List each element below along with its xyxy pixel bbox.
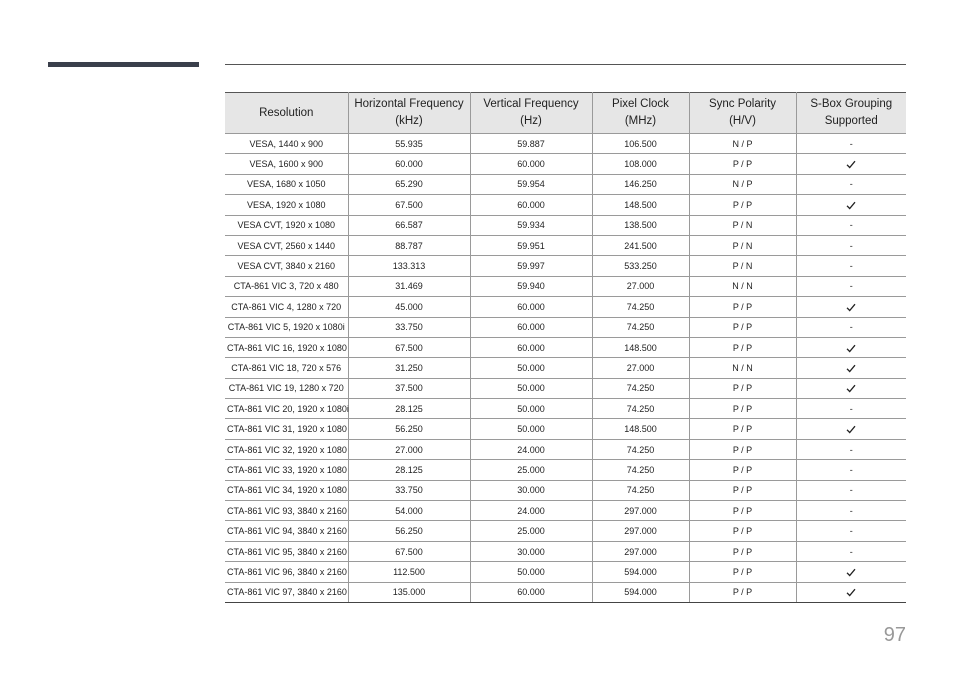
cell-sbox (796, 154, 906, 174)
cell-h-freq: 135.000 (348, 582, 470, 602)
cell-v-freq: 30.000 (470, 480, 592, 500)
header-sbox-grouping: S-Box Grouping Supported (796, 93, 906, 134)
cell-pixel-clock: 74.250 (592, 460, 689, 480)
cell-v-freq: 60.000 (470, 582, 592, 602)
header-horizontal-frequency: Horizontal Frequency (kHz) (348, 93, 470, 134)
table-row (225, 195, 906, 215)
cell-sbox: - (796, 480, 906, 500)
header-resolution: Resolution (225, 93, 348, 134)
cell-polarity: P / P (689, 521, 796, 541)
cell-pixel-clock: 74.250 (592, 399, 689, 419)
cell-h-freq: 37.500 (348, 378, 470, 398)
check-icon (846, 383, 856, 393)
cell-polarity: N / P (689, 174, 796, 194)
check-icon (846, 302, 856, 312)
cell-polarity: P / P (689, 317, 796, 337)
table-row (225, 337, 906, 357)
cell-sbox (796, 358, 906, 378)
table-row (225, 439, 906, 459)
cell-sbox (796, 378, 906, 398)
cell-polarity: N / P (689, 134, 796, 154)
table-row (225, 235, 906, 255)
cell-sbox: - (796, 174, 906, 194)
cell-v-freq: 60.000 (470, 154, 592, 174)
cell-v-freq: 50.000 (470, 378, 592, 398)
cell-pixel-clock: 594.000 (592, 562, 689, 582)
cell-sbox: - (796, 399, 906, 419)
cell-pixel-clock: 138.500 (592, 215, 689, 235)
cell-polarity: P / N (689, 215, 796, 235)
cell-pixel-clock: 27.000 (592, 358, 689, 378)
table-row (225, 541, 906, 561)
cell-resolution: CTA-861 VIC 34, 1920 x 1080 (225, 480, 348, 500)
cell-polarity: P / P (689, 460, 796, 480)
cell-polarity: P / P (689, 154, 796, 174)
cell-sbox: - (796, 256, 906, 276)
cell-pixel-clock: 74.250 (592, 480, 689, 500)
cell-resolution: VESA, 1600 x 900 (225, 154, 348, 174)
cell-v-freq: 50.000 (470, 399, 592, 419)
cell-resolution: CTA-861 VIC 18, 720 x 576 (225, 358, 348, 378)
cell-h-freq: 28.125 (348, 399, 470, 419)
cell-resolution: CTA-861 VIC 5, 1920 x 1080i (225, 317, 348, 337)
cell-h-freq: 27.000 (348, 439, 470, 459)
cell-v-freq: 60.000 (470, 317, 592, 337)
cell-h-freq: 67.500 (348, 337, 470, 357)
cell-pixel-clock: 74.250 (592, 378, 689, 398)
cell-polarity: P / P (689, 195, 796, 215)
cell-v-freq: 50.000 (470, 358, 592, 378)
table-row (225, 297, 906, 317)
table-row (225, 154, 906, 174)
cell-v-freq: 24.000 (470, 439, 592, 459)
header-vertical-frequency: Vertical Frequency (Hz) (470, 93, 592, 134)
cell-pixel-clock: 74.250 (592, 439, 689, 459)
table-row (225, 399, 906, 419)
cell-polarity: P / P (689, 399, 796, 419)
cell-resolution: CTA-861 VIC 16, 1920 x 1080 (225, 337, 348, 357)
check-icon (846, 159, 856, 169)
table-row (225, 276, 906, 296)
cell-h-freq: 133.313 (348, 256, 470, 276)
cell-pixel-clock: 297.000 (592, 541, 689, 561)
table-row (225, 501, 906, 521)
cell-sbox: - (796, 276, 906, 296)
cell-polarity: P / P (689, 480, 796, 500)
cell-h-freq: 31.250 (348, 358, 470, 378)
cell-polarity: P / P (689, 501, 796, 521)
table-row (225, 521, 906, 541)
cell-resolution: CTA-861 VIC 4, 1280 x 720 (225, 297, 348, 317)
cell-h-freq: 67.500 (348, 195, 470, 215)
cell-resolution: CTA-861 VIC 93, 3840 x 2160 (225, 501, 348, 521)
table-row (225, 582, 906, 602)
table-row (225, 419, 906, 439)
cell-pixel-clock: 74.250 (592, 317, 689, 337)
header-pixel-clock: Pixel Clock (MHz) (592, 93, 689, 134)
cell-v-freq: 59.887 (470, 134, 592, 154)
cell-h-freq: 60.000 (348, 154, 470, 174)
cell-pixel-clock: 74.250 (592, 297, 689, 317)
cell-sbox (796, 562, 906, 582)
cell-sbox (796, 297, 906, 317)
cell-pixel-clock: 594.000 (592, 582, 689, 602)
cell-resolution: CTA-861 VIC 33, 1920 x 1080 (225, 460, 348, 480)
check-icon (846, 343, 856, 353)
cell-sbox: - (796, 215, 906, 235)
cell-v-freq: 25.000 (470, 460, 592, 480)
table-row (225, 317, 906, 337)
check-icon (846, 587, 856, 597)
cell-h-freq: 112.500 (348, 562, 470, 582)
cell-pixel-clock: 148.500 (592, 195, 689, 215)
table-row (225, 562, 906, 582)
cell-pixel-clock: 106.500 (592, 134, 689, 154)
cell-v-freq: 25.000 (470, 521, 592, 541)
cell-v-freq: 59.997 (470, 256, 592, 276)
section-marker-bar (48, 62, 199, 67)
cell-sbox (796, 419, 906, 439)
cell-pixel-clock: 297.000 (592, 501, 689, 521)
cell-sbox: - (796, 521, 906, 541)
cell-h-freq: 67.500 (348, 541, 470, 561)
table-row (225, 174, 906, 194)
cell-resolution: CTA-861 VIC 95, 3840 x 2160 (225, 541, 348, 561)
page-number: 97 (883, 624, 906, 646)
cell-sbox (796, 195, 906, 215)
cell-v-freq: 59.934 (470, 215, 592, 235)
cell-sbox: - (796, 134, 906, 154)
cell-polarity: P / N (689, 235, 796, 255)
cell-h-freq: 55.935 (348, 134, 470, 154)
table-row (225, 134, 906, 154)
cell-h-freq: 33.750 (348, 317, 470, 337)
table-row (225, 256, 906, 276)
cell-h-freq: 31.469 (348, 276, 470, 296)
check-icon (846, 363, 856, 373)
cell-resolution: VESA CVT, 2560 x 1440 (225, 235, 348, 255)
cell-v-freq: 59.940 (470, 276, 592, 296)
cell-resolution: VESA CVT, 1920 x 1080 (225, 215, 348, 235)
cell-polarity: P / P (689, 378, 796, 398)
cell-polarity: N / N (689, 358, 796, 378)
cell-pixel-clock: 148.500 (592, 419, 689, 439)
cell-sbox: - (796, 235, 906, 255)
table-row (225, 480, 906, 500)
cell-resolution: VESA CVT, 3840 x 2160 (225, 256, 348, 276)
cell-sbox: - (796, 501, 906, 521)
cell-v-freq: 24.000 (470, 501, 592, 521)
cell-sbox (796, 582, 906, 602)
cell-resolution: CTA-861 VIC 94, 3840 x 2160 (225, 521, 348, 541)
table-row (225, 358, 906, 378)
table-header-row (225, 93, 906, 134)
cell-pixel-clock: 27.000 (592, 276, 689, 296)
cell-polarity: P / P (689, 582, 796, 602)
cell-sbox: - (796, 460, 906, 480)
cell-v-freq: 60.000 (470, 297, 592, 317)
cell-resolution: CTA-861 VIC 19, 1280 x 720 (225, 378, 348, 398)
cell-pixel-clock: 146.250 (592, 174, 689, 194)
cell-pixel-clock: 148.500 (592, 337, 689, 357)
cell-h-freq: 65.290 (348, 174, 470, 194)
table-row (225, 460, 906, 480)
table-row (225, 215, 906, 235)
cell-resolution: CTA-861 VIC 31, 1920 x 1080 (225, 419, 348, 439)
cell-h-freq: 33.750 (348, 480, 470, 500)
cell-sbox: - (796, 439, 906, 459)
check-icon (846, 200, 856, 210)
cell-v-freq: 59.951 (470, 235, 592, 255)
cell-sbox (796, 337, 906, 357)
header-sync-polarity: Sync Polarity (H/V) (689, 93, 796, 134)
cell-polarity: P / N (689, 256, 796, 276)
cell-resolution: CTA-861 VIC 3, 720 x 480 (225, 276, 348, 296)
cell-resolution: CTA-861 VIC 97, 3840 x 2160 (225, 582, 348, 602)
cell-v-freq: 30.000 (470, 541, 592, 561)
cell-v-freq: 59.954 (470, 174, 592, 194)
top-rule (225, 64, 906, 65)
cell-polarity: P / P (689, 562, 796, 582)
cell-polarity: P / P (689, 337, 796, 357)
cell-v-freq: 60.000 (470, 195, 592, 215)
cell-polarity: N / N (689, 276, 796, 296)
check-icon (846, 424, 856, 434)
check-icon (846, 567, 856, 577)
cell-h-freq: 54.000 (348, 501, 470, 521)
cell-resolution: VESA, 1680 x 1050 (225, 174, 348, 194)
cell-sbox: - (796, 317, 906, 337)
cell-polarity: P / P (689, 439, 796, 459)
cell-pixel-clock: 533.250 (592, 256, 689, 276)
cell-h-freq: 56.250 (348, 521, 470, 541)
cell-v-freq: 60.000 (470, 337, 592, 357)
cell-h-freq: 66.587 (348, 215, 470, 235)
cell-pixel-clock: 297.000 (592, 521, 689, 541)
cell-polarity: P / P (689, 419, 796, 439)
cell-v-freq: 50.000 (470, 562, 592, 582)
cell-polarity: P / P (689, 297, 796, 317)
cell-v-freq: 50.000 (470, 419, 592, 439)
cell-resolution: CTA-861 VIC 32, 1920 x 1080 (225, 439, 348, 459)
cell-resolution: VESA, 1440 x 900 (225, 134, 348, 154)
cell-h-freq: 88.787 (348, 235, 470, 255)
cell-h-freq: 56.250 (348, 419, 470, 439)
cell-pixel-clock: 108.000 (592, 154, 689, 174)
table-row (225, 378, 906, 398)
cell-h-freq: 45.000 (348, 297, 470, 317)
cell-resolution: CTA-861 VIC 20, 1920 x 1080i (225, 399, 348, 419)
timing-table (225, 92, 906, 603)
cell-sbox: - (796, 541, 906, 561)
cell-pixel-clock: 241.500 (592, 235, 689, 255)
cell-polarity: P / P (689, 541, 796, 561)
cell-resolution: CTA-861 VIC 96, 3840 x 2160 (225, 562, 348, 582)
cell-h-freq: 28.125 (348, 460, 470, 480)
cell-resolution: VESA, 1920 x 1080 (225, 195, 348, 215)
